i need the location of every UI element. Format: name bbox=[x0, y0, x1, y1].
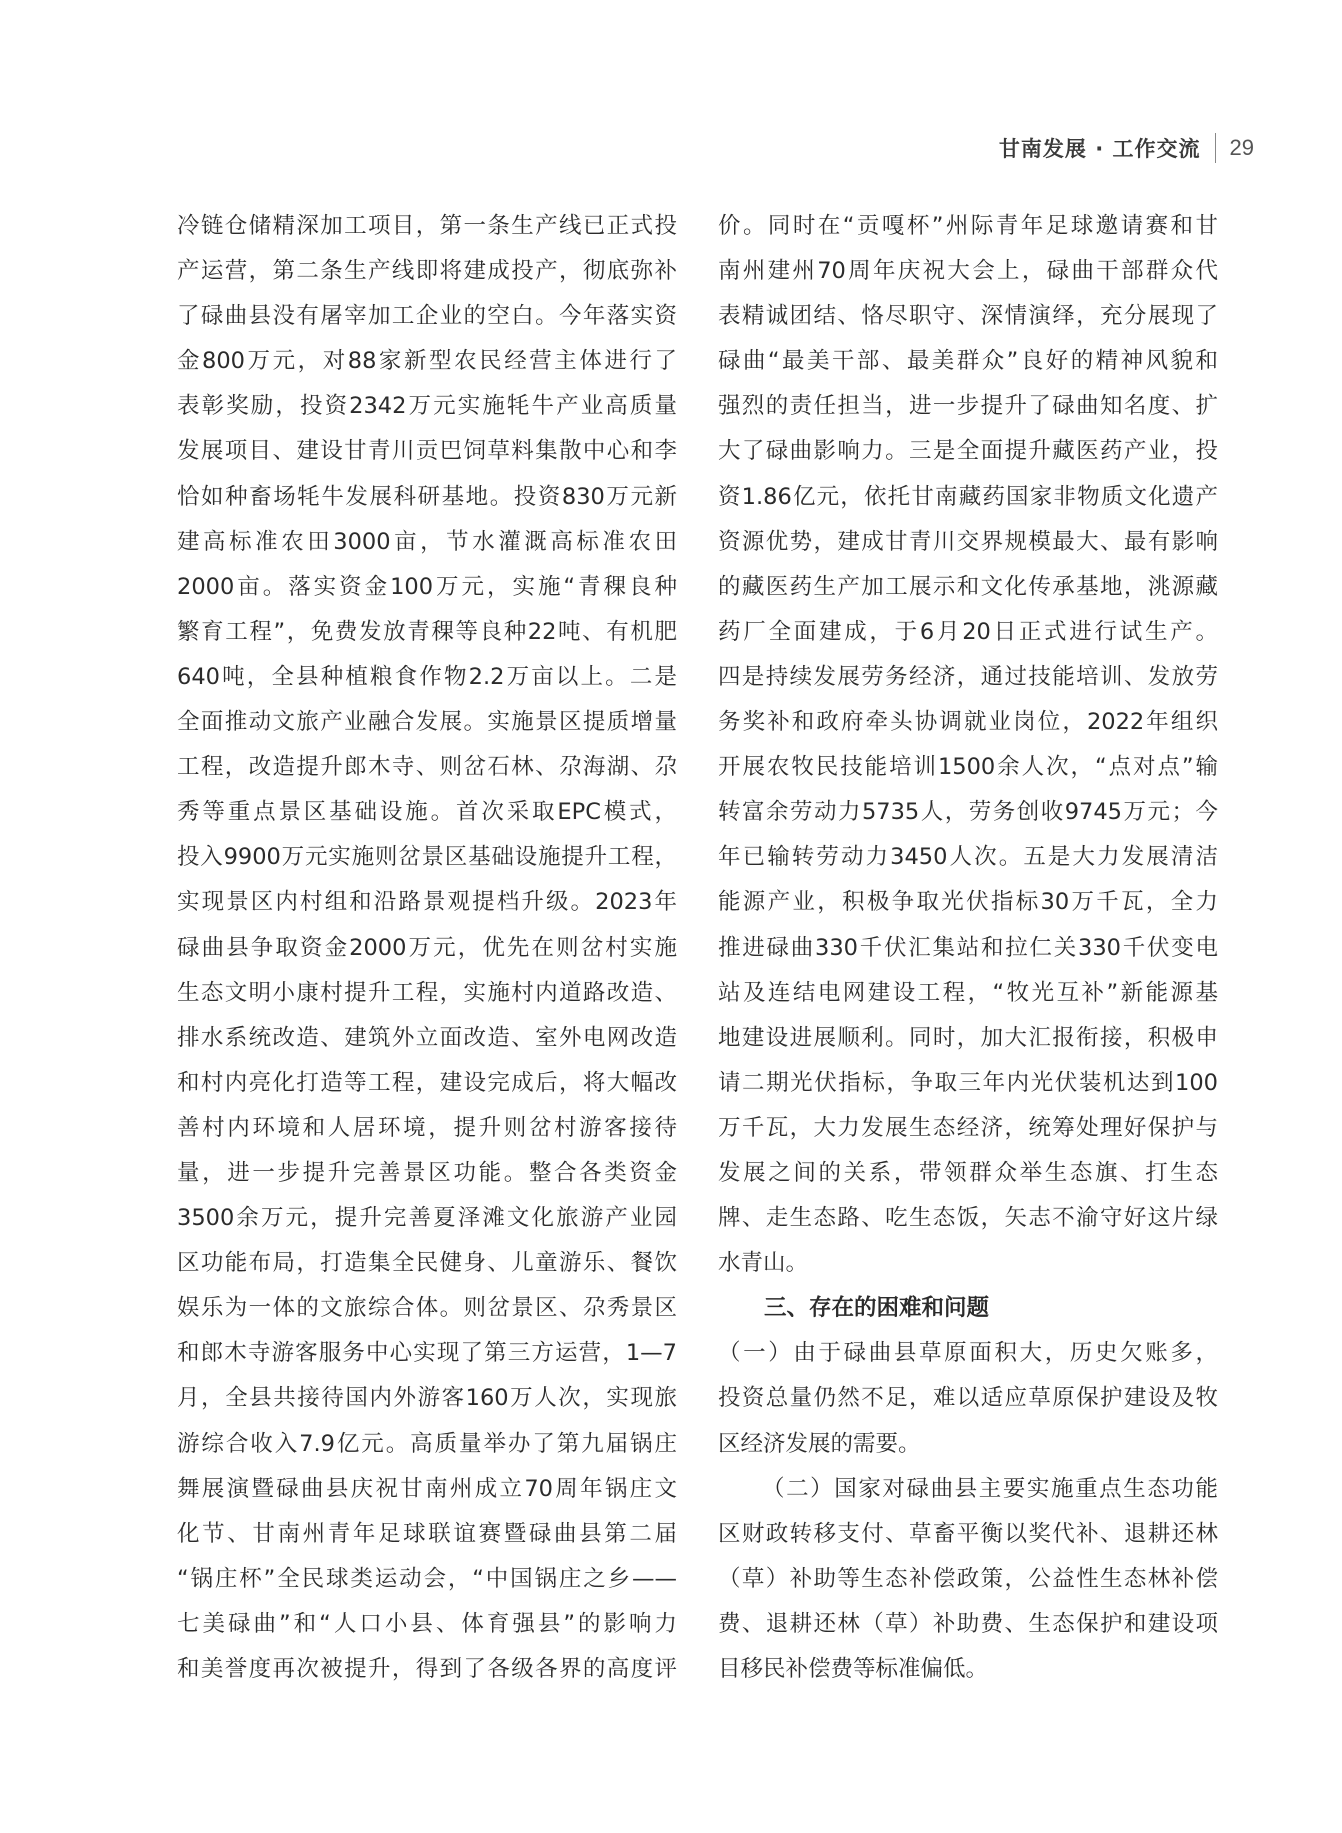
text-line: 万千瓦，大力发展生态经济，统筹处理好保护与 bbox=[718, 1114, 1218, 1141]
text-line: 碌曲“最美干部、最美群众”良好的精神风貌和 bbox=[718, 348, 1218, 375]
text-line: 游综合收入7.9亿元。高质量举办了第九届锅庄 bbox=[177, 1430, 677, 1457]
text-line: 善村内环境和人居环境，提升则岔村游客接待 bbox=[177, 1114, 677, 1141]
text-line: 繁育工程”，免费发放青稞等良种22吨、有机肥 bbox=[177, 618, 677, 645]
text-line: 资源优势，建成甘青川交界规模最大、最有影响 bbox=[718, 528, 1218, 555]
section-heading: 三、存在的困难和问题 bbox=[764, 1295, 990, 1322]
text-line: 资1.86亿元，依托甘南藏药国家非物质文化遗产 bbox=[718, 483, 1218, 510]
text-line: 月，全县共接待国内外游客160万人次，实现旅 bbox=[177, 1385, 677, 1412]
text-line: 水青山。 bbox=[718, 1250, 809, 1277]
text-line: 四是持续发展劳务经济，通过技能培训、发放劳 bbox=[718, 663, 1218, 690]
text-line: 务奖补和政府牵头协调就业岗位，2022年组织 bbox=[718, 709, 1218, 736]
text-line: 大了碌曲影响力。三是全面提升藏医药产业，投 bbox=[718, 438, 1218, 465]
text-line: 化节、甘南州青年足球联谊赛暨碌曲县第二届 bbox=[177, 1520, 677, 1547]
text-line: 药厂全面建成，于6月20日正式进行试生产。 bbox=[718, 618, 1218, 645]
text-line: 产运营，第二条生产线即将建成投产，彻底弥补 bbox=[177, 258, 677, 285]
text-line: 能源产业，积极争取光伏指标30万千瓦，全力 bbox=[718, 889, 1218, 916]
text-line: 发展项目、建设甘青川贡巴饲草料集散中心和李 bbox=[177, 438, 677, 465]
text-line: 南州建州70周年庆祝大会上，碌曲干部群众代 bbox=[718, 258, 1218, 285]
text-line: 和美誉度再次被提升，得到了各级各界的高度评 bbox=[177, 1656, 677, 1682]
text-line: 区功能布局，打造集全民健身、儿童游乐、餐饮 bbox=[177, 1250, 677, 1277]
text-line: 七美碌曲”和“人口小县、体育强县”的影响力 bbox=[177, 1610, 677, 1637]
text-line: 恰如种畜场牦牛发展科研基地。投资830万元新 bbox=[177, 483, 677, 510]
text-line: 冷链仓储精深加工项目，第一条生产线已正式投 bbox=[177, 213, 677, 239]
text-line: 2000亩。落实资金100万元，实施“青稞良种 bbox=[177, 573, 677, 600]
text-line: 牌、走生态路、吃生态饭，矢志不渝守好这片绿 bbox=[718, 1205, 1218, 1232]
left-column bbox=[177, 204, 677, 1692]
text-line: 表彰奖励，投资2342万元实施牦牛产业高质量 bbox=[177, 393, 677, 420]
text-line: （草）补助等生态补偿政策，公益性生态林补偿 bbox=[718, 1565, 1218, 1592]
running-header bbox=[999, 128, 1254, 168]
text-line: 区财政转移支付、草畜平衡以奖代补、退耕还林 bbox=[718, 1520, 1218, 1547]
text-line: 的藏医药生产加工展示和文化传承基地，洮源藏 bbox=[718, 573, 1218, 600]
text-line: “锅庄杯”全民球类运动会，“中国锅庄之乡—— bbox=[177, 1565, 677, 1592]
text-line: 和郎木寺游客服务中心实现了第三方运营，1—7 bbox=[177, 1340, 677, 1367]
text-line: 工程，改造提升郎木寺、则岔石林、尕海湖、尕 bbox=[177, 754, 677, 781]
text-line: 640吨，全县种植粮食作物2.2万亩以上。二是 bbox=[177, 663, 677, 690]
text-line: （二）国家对碌曲县主要实施重点生态功能 bbox=[762, 1475, 1218, 1502]
page-number: 29 bbox=[1229, 135, 1254, 160]
text-line: 金800万元，对88家新型农民经营主体进行了 bbox=[177, 348, 677, 375]
text-line: 秀等重点景区基础设施。首次采取EPC模式， bbox=[177, 799, 677, 826]
text-line: 生态文明小康村提升工程，实施村内道路改造、 bbox=[177, 979, 677, 1006]
text-line: 地建设进展顺利。同时，加大汇报衔接，积极申 bbox=[718, 1024, 1218, 1051]
header-divider bbox=[1215, 133, 1216, 163]
text-line: 碌曲县争取资金2000万元，优先在则岔村实施 bbox=[177, 934, 677, 961]
header-section-title: 甘南发展 · 工作交流 bbox=[998, 137, 1201, 161]
text-line: 开展农牧民技能培训1500余人次，“点对点”输 bbox=[718, 754, 1218, 781]
text-line: 娱乐为一体的文旅综合体。则岔景区、尕秀景区 bbox=[177, 1295, 677, 1322]
text-line: 和村内亮化打造等工程，建设完成后，将大幅改 bbox=[177, 1069, 677, 1096]
text-line: 实现景区内村组和沿路景观提档升级。2023年 bbox=[177, 889, 677, 916]
text-line: 转富余劳动力5735人，劳务创收9745万元；今 bbox=[718, 799, 1218, 826]
text-line: 区经济发展的需要。 bbox=[718, 1430, 921, 1457]
text-line: 目移民补偿费等标准偏低。 bbox=[718, 1656, 989, 1682]
text-line: 价。同时在“贡嘎杯”州际青年足球邀请赛和甘 bbox=[718, 213, 1218, 239]
text-line: 排水系统改造、建筑外立面改造、室外电网改造 bbox=[177, 1024, 677, 1051]
text-line: 费、退耕还林（草）补助费、生态保护和建设项 bbox=[718, 1610, 1218, 1637]
text-line: 投资总量仍然不足，难以适应草原保护建设及牧 bbox=[718, 1385, 1218, 1412]
text-line: 发展之间的关系，带领群众举生态旗、打生态 bbox=[718, 1159, 1218, 1186]
text-line: 强烈的责任担当，进一步提升了碌曲知名度、扩 bbox=[718, 393, 1218, 420]
text-line: 推进碌曲330千伏汇集站和拉仁关330千伏变电 bbox=[718, 934, 1218, 961]
text-line: （一）由于碌曲县草原面积大，历史欠账多， bbox=[718, 1340, 1218, 1367]
text-line: 舞展演暨碌曲县庆祝甘南州成立70周年锅庄文 bbox=[177, 1475, 677, 1502]
text-line: 投入9900万元实施则岔景区基础设施提升工程， bbox=[177, 844, 677, 871]
text-line: 建高标准农田3000亩，节水灌溉高标准农田 bbox=[177, 528, 677, 555]
text-line: 年已输转劳动力3450人次。五是大力发展清洁 bbox=[718, 844, 1218, 871]
text-line: 3500余万元，提升完善夏泽滩文化旅游产业园 bbox=[177, 1205, 677, 1232]
text-line: 请二期光伏指标，争取三年内光伏装机达到100 bbox=[718, 1069, 1218, 1096]
text-line: 量，进一步提升完善景区功能。整合各类资金 bbox=[177, 1159, 677, 1186]
text-line: 表精诚团结、恪尽职守、深情演绎，充分展现了 bbox=[718, 303, 1218, 330]
text-line: 了碌曲县没有屠宰加工企业的空白。今年落实资 bbox=[177, 303, 677, 330]
right-column bbox=[718, 204, 1218, 1692]
text-line: 站及连结电网建设工程，“牧光互补”新能源基 bbox=[718, 979, 1218, 1006]
text-line: 全面推动文旅产业融合发展。实施景区提质增量 bbox=[177, 709, 677, 736]
